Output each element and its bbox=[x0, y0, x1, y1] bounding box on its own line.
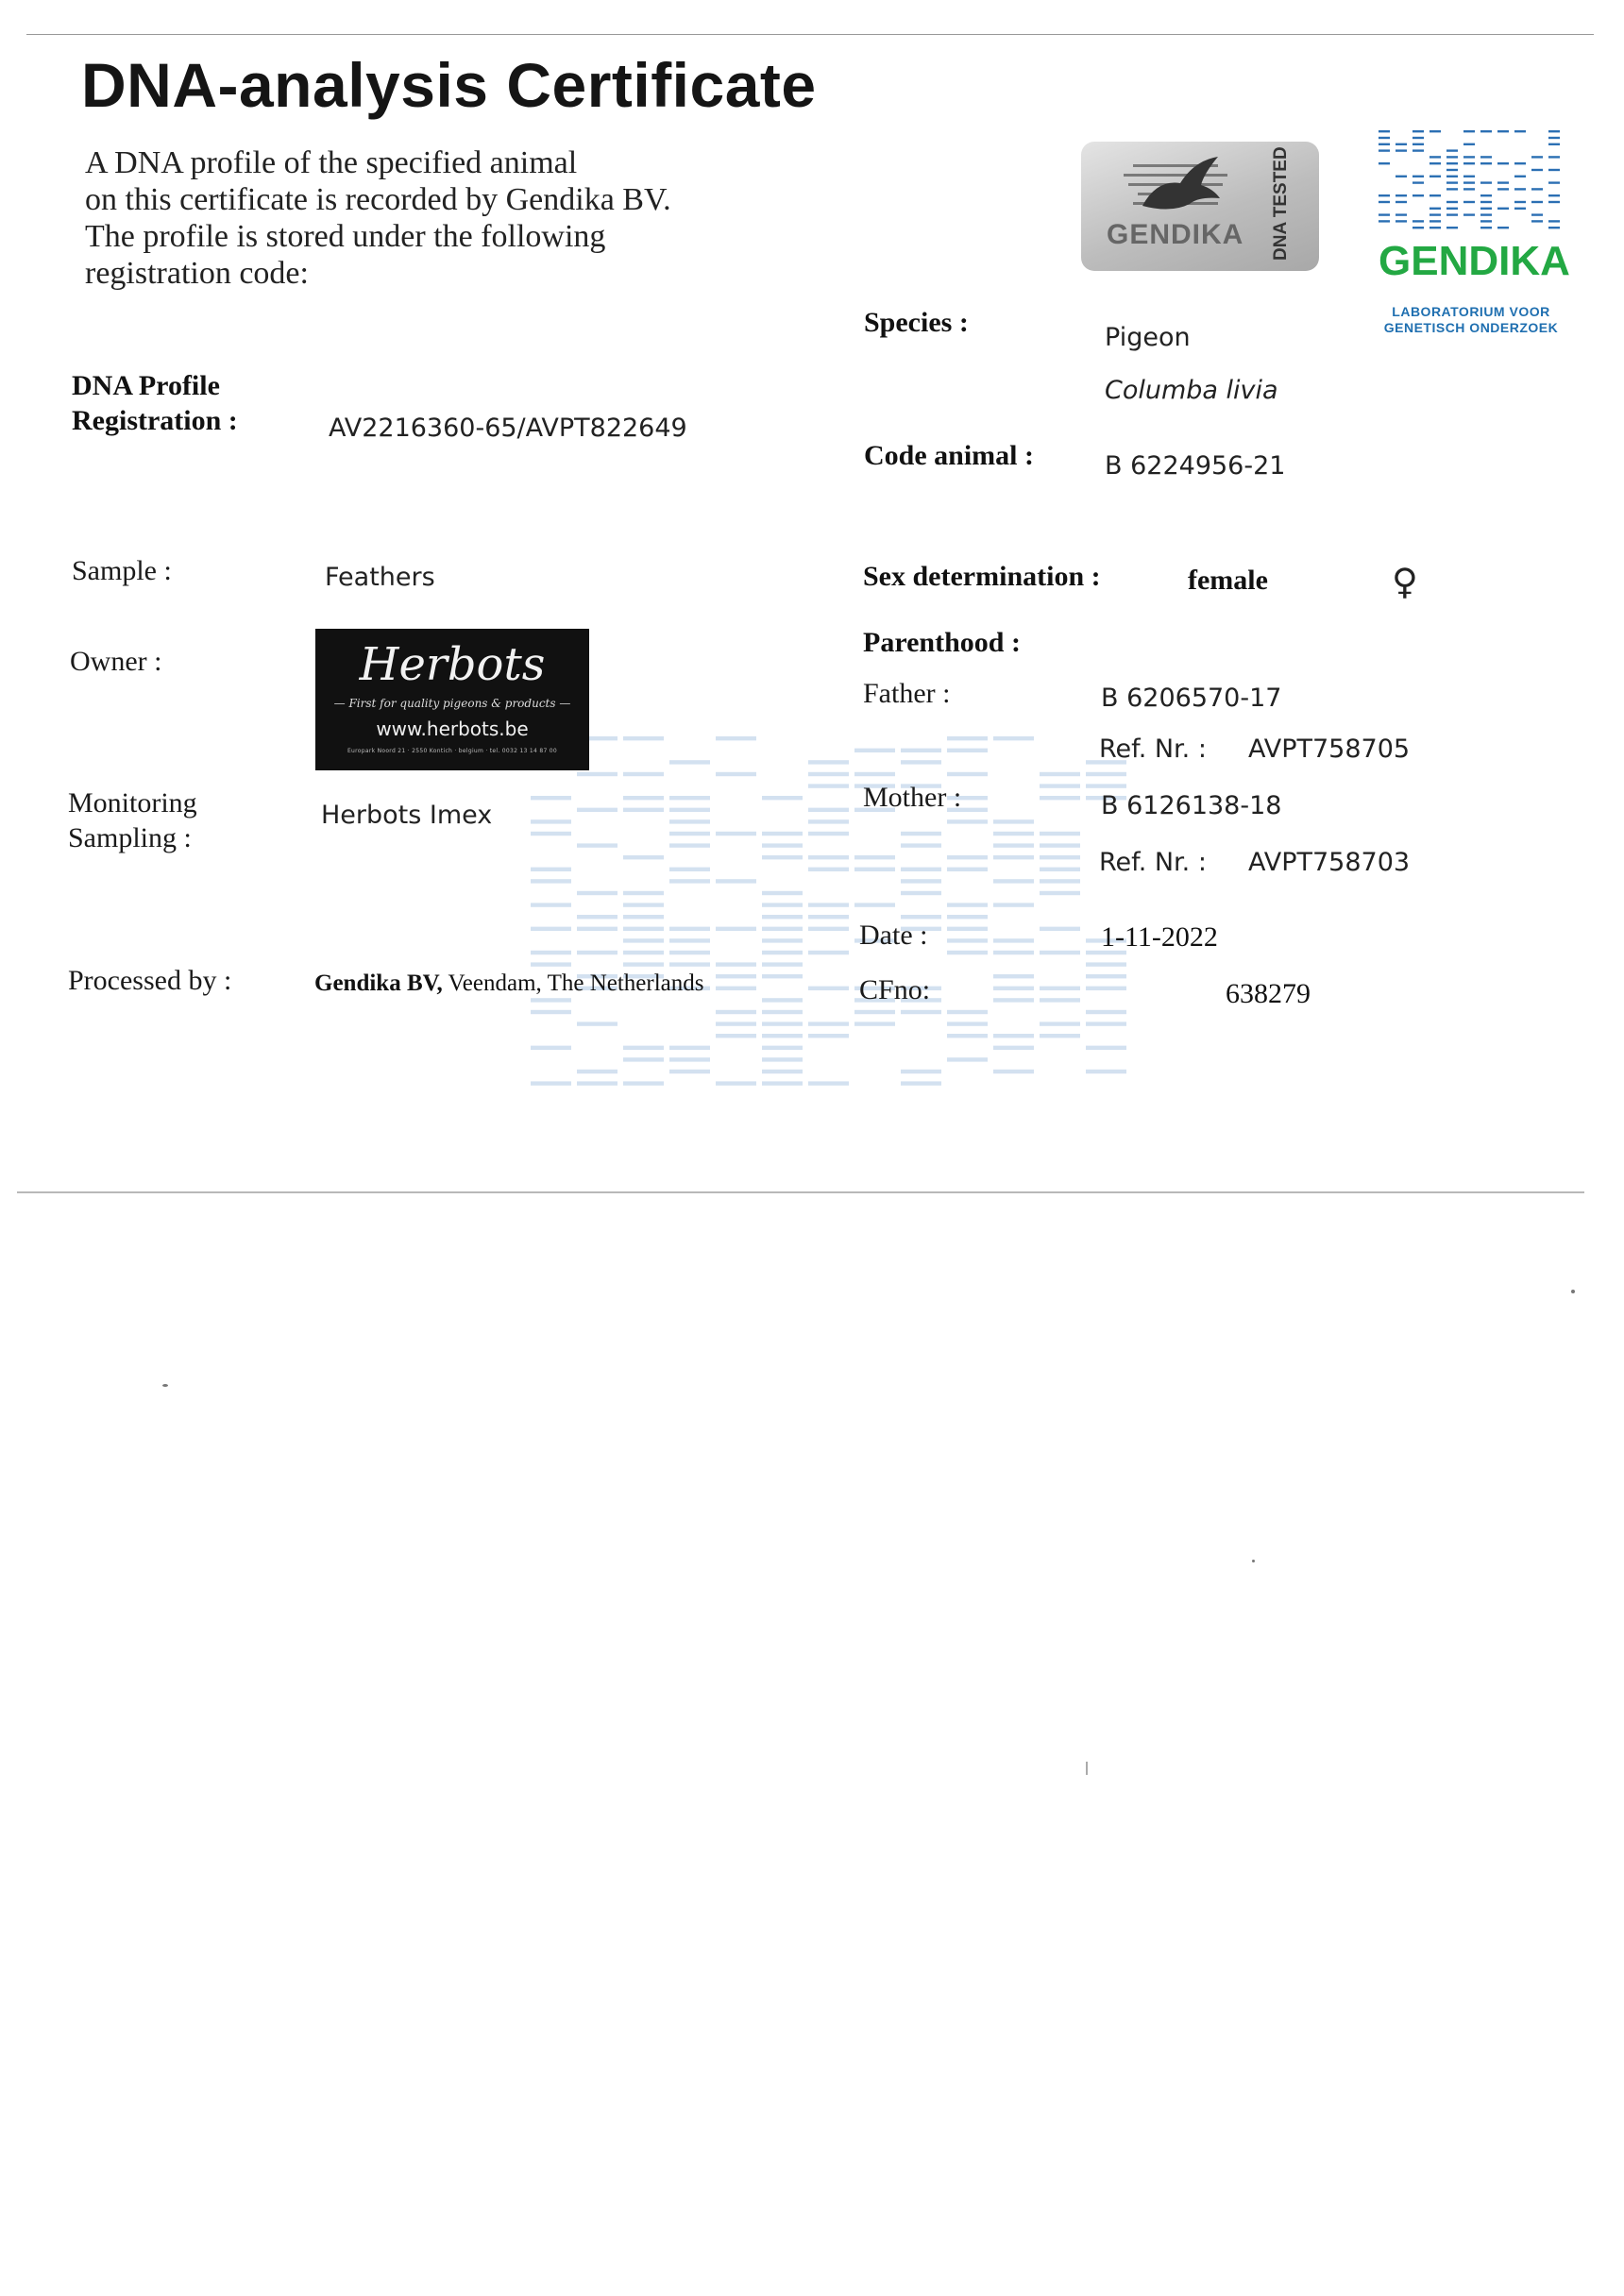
top-rule bbox=[26, 34, 1594, 35]
species-label: Species : bbox=[864, 307, 969, 338]
father-ref-label: Ref. Nr. : bbox=[1099, 734, 1207, 764]
code-animal-value: B 6224956-21 bbox=[1105, 451, 1286, 481]
intro-line: A DNA profile of the specified animal bbox=[85, 145, 578, 180]
female-symbol-icon: ♀ bbox=[1392, 561, 1418, 602]
gendika-logo-name: GENDIKA bbox=[1379, 238, 1570, 284]
gendika-logo-subtitle: LABORATORIUM VOOR GENETISCH ONDERZOEK bbox=[1383, 304, 1559, 335]
registration-value: AV2216360-65/AVPT822649 bbox=[329, 414, 687, 443]
badge-side-label: DNA TESTED bbox=[1271, 146, 1291, 261]
herbots-logo-tagline: — First for quality pigeons & products — bbox=[333, 697, 571, 710]
sampling-label: Sampling : bbox=[68, 822, 192, 853]
mother-label: Mother : bbox=[863, 782, 962, 813]
sex-value: female bbox=[1188, 565, 1268, 596]
date-value: 1-11-2022 bbox=[1101, 921, 1218, 953]
herbots-logo-address: Europark Noord 21 · 2550 Kontich · belgium · tel. 0032 13 14 87 00 bbox=[347, 748, 558, 754]
processed-by-value: Gendika BV, Veendam, The Netherlands bbox=[314, 971, 704, 996]
herbots-logo-url: www.herbots.be bbox=[376, 718, 529, 740]
species-latin-value: Columba livia bbox=[1105, 376, 1278, 405]
father-label: Father : bbox=[863, 678, 951, 709]
scan-speck bbox=[1252, 1560, 1255, 1562]
watermark-dna-bands bbox=[529, 736, 1133, 1095]
pigeon-icon bbox=[1105, 151, 1246, 219]
scan-speck bbox=[1086, 1762, 1088, 1775]
father-value: B 6206570-17 bbox=[1101, 684, 1282, 713]
intro-line: registration code: bbox=[85, 256, 309, 291]
processed-by-label: Processed by : bbox=[68, 965, 232, 996]
mother-ref-label: Ref. Nr. : bbox=[1099, 848, 1207, 877]
date-label: Date : bbox=[859, 920, 928, 951]
father-ref-value: AVPT758705 bbox=[1248, 734, 1411, 764]
owner-label: Owner : bbox=[70, 646, 162, 677]
bottom-rule bbox=[17, 1191, 1584, 1193]
dna-profile-label: DNA Profile bbox=[72, 370, 220, 401]
mother-value: B 6126138-18 bbox=[1101, 791, 1282, 820]
intro-line: The profile is stored under the following bbox=[85, 219, 606, 254]
gendika-logo-icon bbox=[1377, 130, 1562, 234]
registration-label: Registration : bbox=[72, 405, 238, 436]
monitoring-label: Monitoring bbox=[68, 787, 197, 819]
sample-value: Feathers bbox=[325, 563, 435, 592]
parenthood-label: Parenthood : bbox=[863, 627, 1021, 658]
species-common-value: Pigeon bbox=[1105, 323, 1191, 352]
badge-brand-text: GENDIKA bbox=[1107, 219, 1244, 250]
cfno-value: 638279 bbox=[1226, 978, 1311, 1009]
mother-ref-value: AVPT758703 bbox=[1248, 848, 1411, 877]
scan-speck bbox=[1571, 1290, 1575, 1293]
scan-speck bbox=[162, 1384, 168, 1387]
cfno-label: CFno: bbox=[859, 974, 931, 1005]
intro-line: on this certificate is recorded by Gendika BV. bbox=[85, 182, 671, 217]
sample-label: Sample : bbox=[72, 555, 172, 586]
code-animal-label: Code animal : bbox=[864, 440, 1034, 471]
monitoring-value: Herbots Imex bbox=[321, 801, 493, 830]
sex-determination-label: Sex determination : bbox=[863, 561, 1101, 592]
certificate-title: DNA-analysis Certificate bbox=[81, 50, 817, 120]
herbots-logo-name: Herbots bbox=[359, 638, 546, 691]
intro-text bbox=[85, 144, 671, 292]
